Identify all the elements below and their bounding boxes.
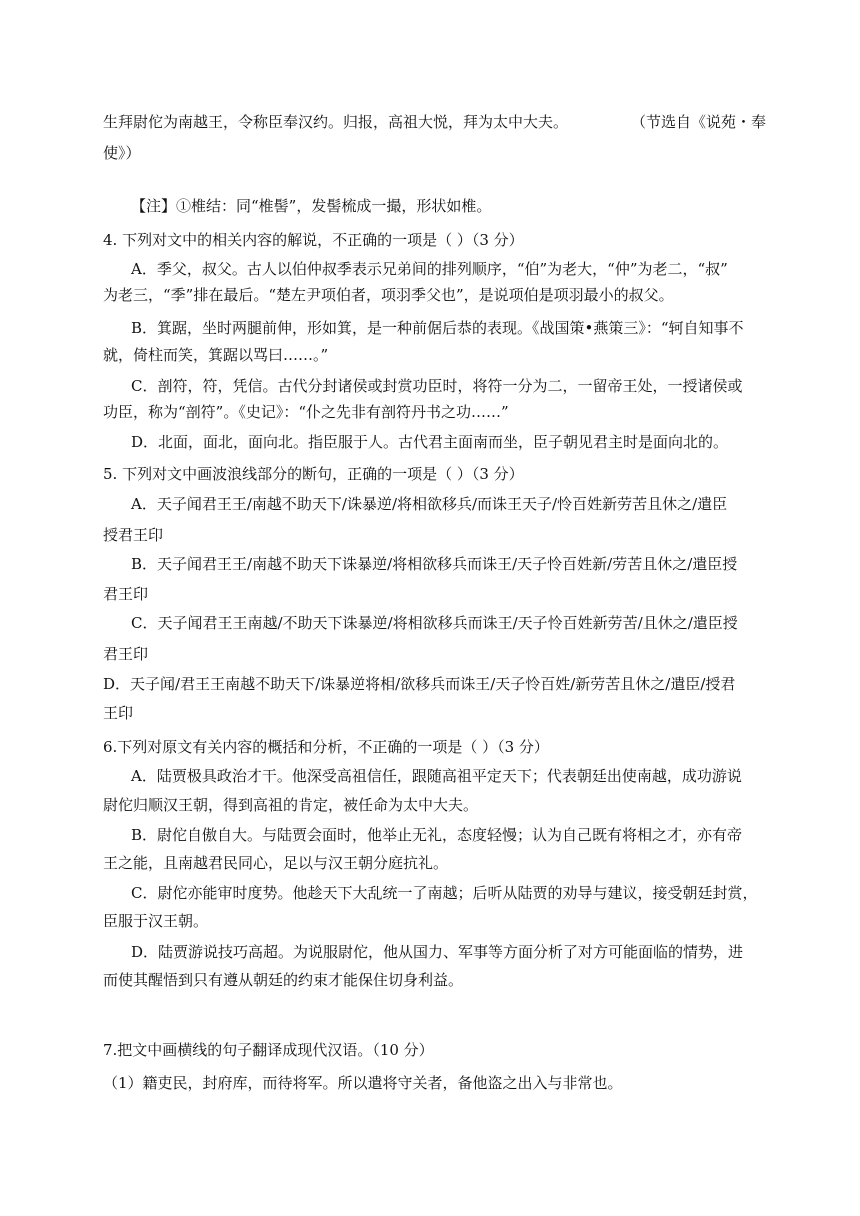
annotation-note: 【注】①椎结：同“椎髻”，发髻梳成一撮，形状如椎。 (131, 197, 492, 215)
q6-option-b: B．尉佗自傲自大。与陆贾会面时，他举止无礼，态度轻慢；认为自己既有将相之才，亦有帝 (131, 826, 743, 844)
q6-option-d-cont: 而使其醒悟到只有遵从朝廷的约束才能保住切身利益。 (103, 971, 464, 989)
q4-option-c: C．剖符，符，凭信。古代分封诸侯或封赏功臣时，将符一分为二，一留帝王处，一授诸侯或 (131, 377, 743, 395)
passage-source: （节选自《说苑・奉 (631, 113, 767, 131)
q4-option-a-cont: 为老三，“季”排在最后。“楚左尹项伯者，项羽季父也”，是说项伯是项羽最小的叔父。 (103, 286, 674, 304)
question-7-stem: 7.把文中画横线的句子翻译成现代汉语。（10 分） (103, 1041, 434, 1059)
q5-option-b: B．天子闻君王王/南越不助天下诛暴逆/将相欲移兵而诛王/天子怜百姓新/劳苦且休之/遣臣授 (131, 555, 738, 573)
passage-source-end: 使》） (103, 144, 141, 162)
q6-option-c: C．尉佗亦能审时度势。他趁天下大乱统一了南越；后听从陆贾的劝导与建议，接受朝廷封赏， (131, 884, 758, 902)
q5-option-d-cont: 王印 (103, 704, 134, 722)
q6-option-b-cont: 王之能，且南越君民同心，足以与汉王朝分庭抗礼。 (103, 854, 449, 872)
q5-option-a: A．天子闻君王王/南越不助天下/诛暴逆/将相欲移兵/而诛王天子/怜百姓新劳苦且休之/遣臣 (131, 495, 728, 513)
question-6-stem: 6.下列对原文有关内容的概括和分析，不正确的一项是（ ）（3 分） (103, 738, 549, 756)
q5-option-b-cont: 君王印 (103, 585, 149, 603)
q6-option-a-cont: 尉佗归顺汉王朝，得到高祖的肯定，被任命为太中大夫。 (103, 796, 479, 814)
q6-option-d: D．陆贾游说技巧高超。为说服尉佗，他从国力、军事等方面分析了对方可能面临的情势，进 (131, 943, 744, 961)
q5-option-d: D．天子闻/君王王南越不助天下/诛暴逆将相/欲移兵而诛王/天子怜百姓/新劳苦且休之/遣臣/授君 (103, 675, 736, 693)
question-4-stem: 4. 下列对文中的相关内容的解说，不正确的一项是（ ）（3 分） (103, 231, 524, 249)
passage-line: 生拜尉佗为南越王，令称臣奉汉约。归报，高祖大悦，拜为太中大夫。 (103, 113, 569, 131)
q5-option-c: C．天子闻君王王南越/不助天下诛暴逆/将相欲移兵而诛王/天子怜百姓新劳苦/且休之/遣臣授 (131, 614, 738, 632)
q4-option-c-cont: 功臣，称为“剖符”。《史记》：“仆之先非有剖符丹书之功……” (103, 403, 509, 421)
q4-option-d: D．北面，面北，面向北。指臣服于人。古代君主面南而坐，臣子朝见君主时是面向北的。 (131, 433, 729, 451)
question-5-stem: 5. 下列对文中画波浪线部分的断句，正确的一项是（ ）（3 分） (103, 465, 524, 483)
q4-option-b: B．箕踞，坐时两腿前伸，形如箕，是一种前倨后恭的表现。《战国策•燕策三》：“轲自知事不 (131, 319, 744, 337)
q6-option-a: A．陆贾极具政治才干。他深受高祖信任，跟随高祖平定天下；代表朝廷出使南越，成功游说 (131, 767, 742, 785)
q4-option-a: A．季父，叔父。古人以伯仲叔季表示兄弟间的排列顺序，“伯”为老大，“仲”为老二，“叔” (131, 260, 728, 278)
q5-option-a-cont: 授君王印 (103, 526, 164, 544)
q7-sentence-1: （1）籍吏民，封府库，而待将军。所以遣将守关者，备他盗之出入与非常也。 (103, 1074, 623, 1092)
q5-option-c-cont: 君王印 (103, 645, 149, 663)
q4-option-b-cont: 就，倚柱而笑，箕踞以骂曰……。” (103, 346, 329, 364)
q6-option-c-cont: 臣服于汉王朝。 (103, 912, 209, 930)
